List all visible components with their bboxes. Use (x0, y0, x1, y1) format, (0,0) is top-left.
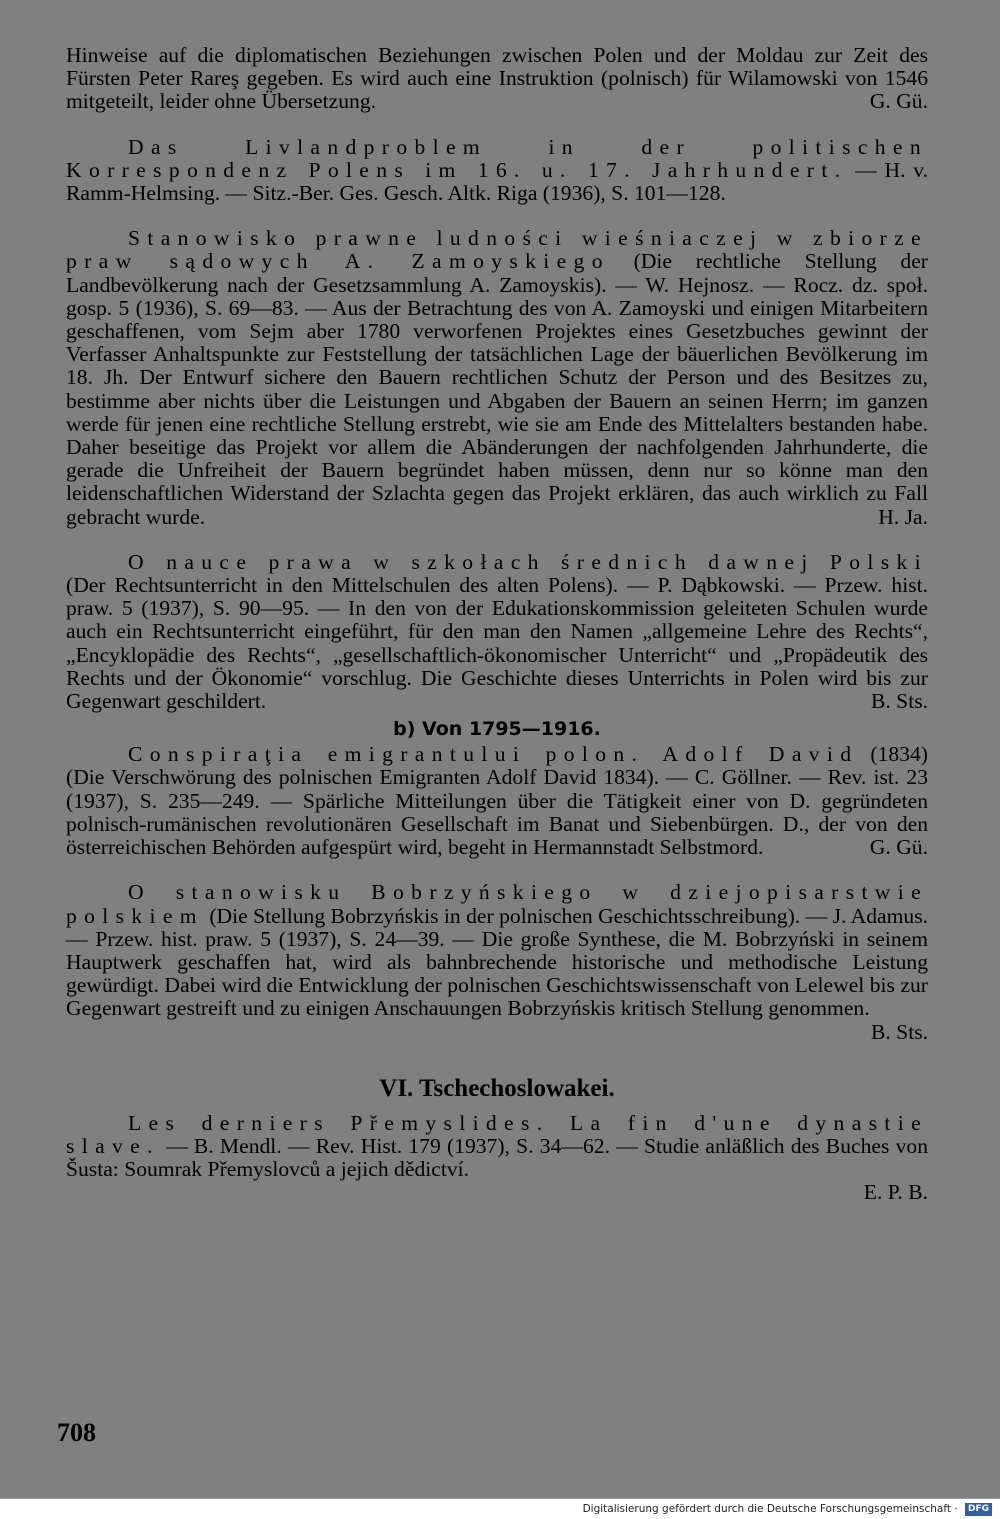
entry-body: Hinweise auf die diplomatischen Beziehungen zwischen Polen und der Moldau zur Zeit des Fürsten Peter Rareş gegeben. Es wird auch eine Instruktion (polnisch) für Wilamowski von 1546 mitgeteilt, leider ohne Übersetzung. (66, 43, 928, 114)
page-content (66, 44, 928, 1227)
entry-title: O nauce prawa w szkołach średnich dawnej Polski (128, 549, 928, 574)
subsection-heading: b) Von 1795—1916. (393, 718, 601, 741)
entry-body: (Die Stellung Bobrzyńskis in der polnischen Geschichtsschreibung). — J. Adamus. — Przew. hist. praw. 5 (1937), S. 24—39. — Die große Synthese, die M. Bobrzyński in seinem Hauptwerk geschaffen hat, wird als bahnbrechende historische und methodische Leistung gewürdigt. Dabei wird die Entwicklung der polnischen Geschichtswissenschaft von Lelewel bis zur Gegenwart gestreift und zu einigen Anschauungen Bobrzyńskis kritisch Stellung genommen. (66, 903, 928, 1021)
bibliography-entry (66, 136, 928, 206)
entry-body: — B. Mendl. — Rev. Hist. 179 (1937), S. 34—62. — Studie anläßlich des Buches von Šusta: Soumrak Přemyslovců a jejich dědictví. (66, 1133, 928, 1182)
entry-title: O stanowisku Bobrzyńskiego w dziejopisarstwie polskiem (66, 880, 928, 928)
bibliography-entry (66, 227, 928, 529)
page-number: 708 (57, 1418, 96, 1447)
entry-body: — H. v. Ramm-Helmsing. — Sitz.-Ber. Ges. Gesch. Altk. Riga (1936), S. 101—128. (66, 157, 928, 206)
entry-title: Das Livlandproblem in der politischen Korrespondenz Polens im 16. u. 17. Jahrhundert. (66, 134, 928, 182)
entry-signature: B. Sts. (870, 1019, 928, 1044)
entry-body: (1834) (Die Verschwörung des polnischen Emigranten Adolf David 1834). — C. Göllner. — Rev. ist. 23 (1937), S. 235—249. — Spärliche Mitteilungen über die Tätigkeit einer von D. gegründeten polnisch-rumänischen revolutionären Gesellschaft im Banat und Siebenbürgen. D., der von den österreichischen Behörden aufgespürt wird, begeht in Hermannstadt Selbstmord. (66, 742, 928, 860)
footer-credit: Digitalisierung gefördert durch die Deutsche Forschungsgemeinschaft · (582, 1503, 958, 1515)
dfg-logo-icon: DFG (965, 1503, 992, 1516)
bibliography-entry (66, 743, 928, 859)
bibliography-entry (66, 551, 928, 713)
entry-signature: G. Gü. (869, 89, 928, 114)
footer-bar (0, 1498, 1000, 1519)
section-title: VI. Tschechoslowakei. (379, 1074, 615, 1102)
entry-title: Les derniers Přemyslides. La fin d'une dynastie slave. (66, 1110, 928, 1158)
entry-body: (Der Rechtsunterricht in den Mittelschulen des alten Polens). — P. Dąbkowski. — Przew. hist. praw. 5 (1937), S. 90—95. — In den von der Edukationskommission geleiteten Schulen wurde auch ein Rechtsunterricht eingeführt, für den man den Namen „allgemeine Lehre des Rechts“, „Encyklopädie des Rechts“, „gesellschaftlich-ökonomischer Unterricht“ und „Propädeutik des Rechts und der Ökonomie“ vorschlug. Die Geschichte dieses Unterrichts in Polen wird bis zur Gegenwart geschildert. (66, 573, 928, 714)
entry-signature: B. Sts. (870, 689, 928, 714)
bibliography-entry (66, 1112, 928, 1205)
entry-signature: H. Ja. (878, 504, 928, 529)
entry-title: Conspiraţia emigrantului polon. Adolf David (128, 742, 859, 767)
entry-signature: G. Gü. (869, 835, 928, 860)
entry-title: Stanowisko prawne ludności wieśniaczej w zbiorze praw sądowych A. Zamoyskiego (66, 226, 928, 274)
bibliography-entry (66, 44, 928, 114)
bibliography-entry (66, 881, 928, 1043)
entry-body: (Die rechtliche Stellung der Landbevölkerung nach der Gesetzsammlung A. Zamoyskis). — W. Hejnosz. — Rocz. dz. społ. gosp. 5 (1936), S. 69—83. — Aus der Betrachtung des von A. Zamoyski und einigen Mitarbeitern geschaffenen, vom Sejm aber 1780 verworfenen Projektes eines Gesetzbuches gewinnt der Verfasser Anhaltspunkte zur Feststellung der tatsächlichen Lage der bäuerlichen Bevölkerung im 18. Jh. Der Entwurf sichere den Bauern rechtlichen Schutz der Person und des Besitzes zu, bestimme aber nichts über die Leistungen und Abgaben der Bauern an seinen Herrn; im ganzen werde für jenen eine rechtliche Stellung erstrebt, wie sie am Ende des Mittelalters bestanden habe. Daher beseitige das Projekt vor allem die Abänderungen der nachfolgenden Jahrhunderte, die gerade die Unfreiheit der Bauern begründet haben müssen, denn nur so könne man den leidenschaftlichen Widerstand der Szlachta gegen das Projekt erklären, das auch wirklich zu Fall gebracht wurde. (66, 249, 928, 529)
entry-signature: E. P. B. (863, 1180, 928, 1205)
